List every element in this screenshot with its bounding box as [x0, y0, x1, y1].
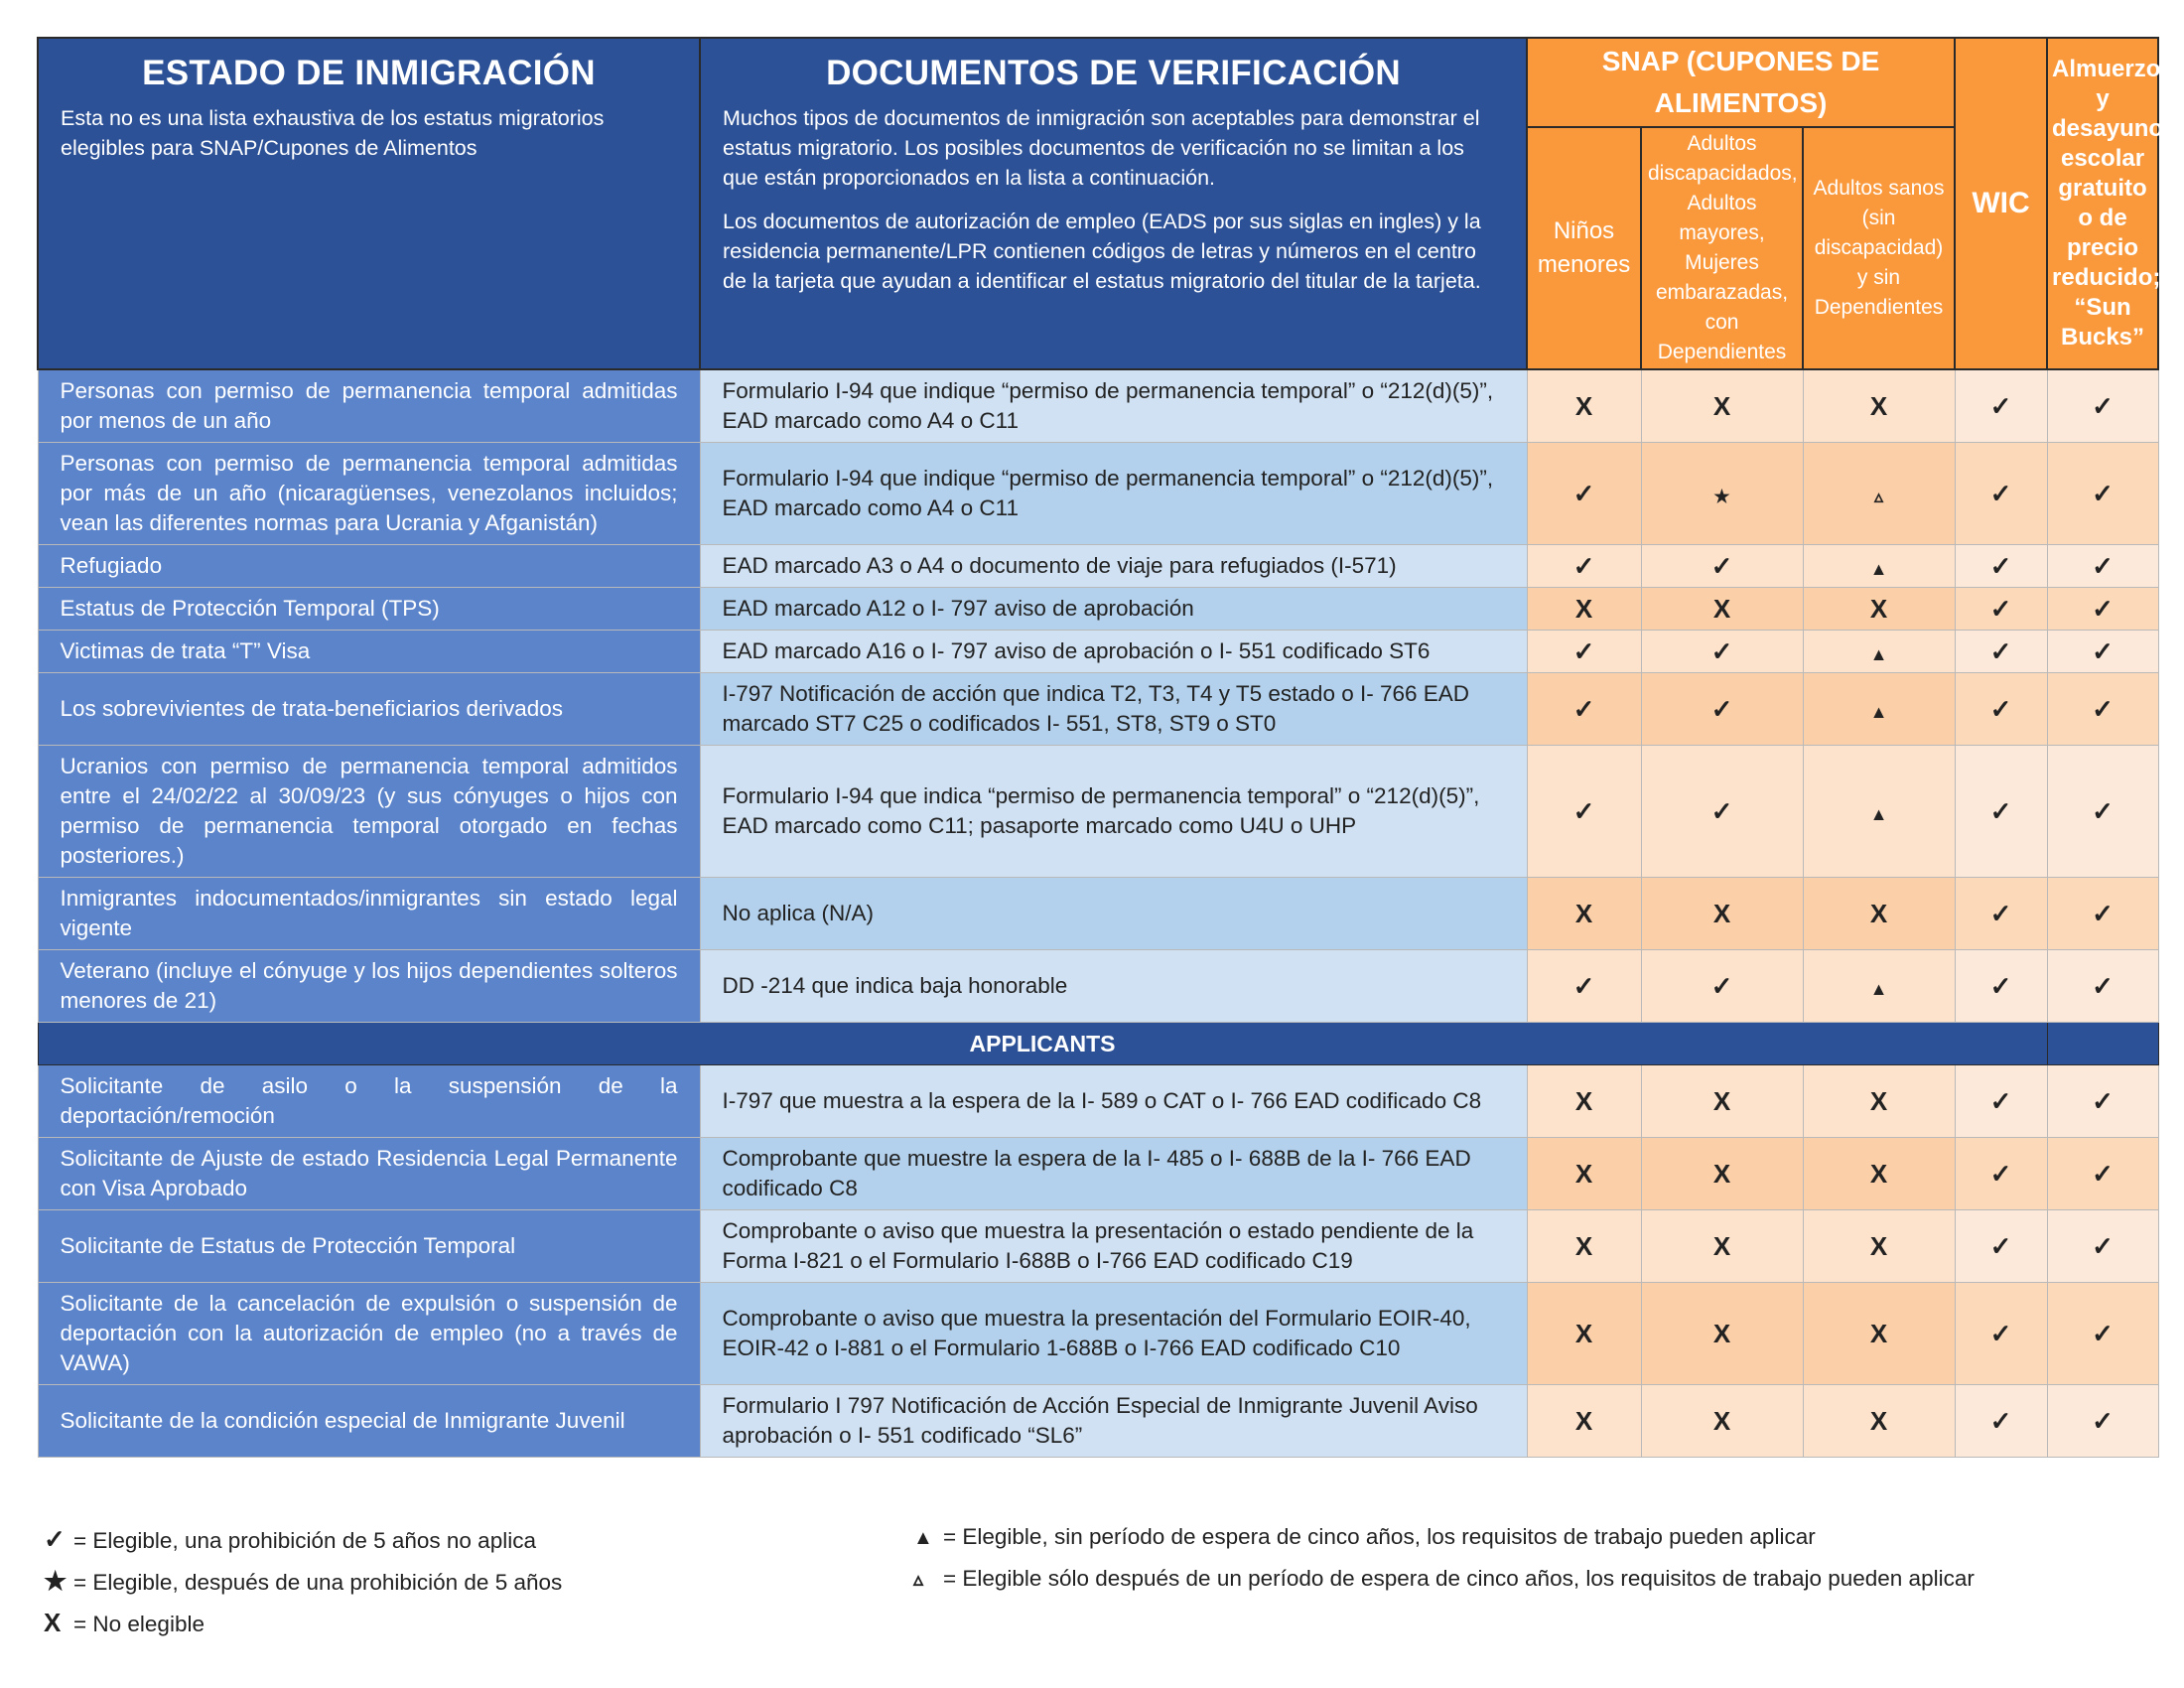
wic-cell — [1955, 443, 2047, 545]
school-lunch-cell — [2047, 746, 2158, 878]
check-icon: ✓ — [1710, 550, 1733, 581]
table-row — [38, 746, 2158, 878]
status-cell: Solicitante de la condición especial de Inmigrante Juvenil — [38, 1385, 700, 1458]
legend-item-eligible-after-wait: ▵ = Elegible sólo después de un período de espera de cinco años, los requisitos de trabajo pueden aplicar — [913, 1566, 1975, 1591]
wic-cell — [1955, 631, 2047, 673]
check-icon: ✓ — [1989, 693, 2012, 724]
table-row — [38, 545, 2158, 588]
wic-cell — [1955, 1385, 2047, 1458]
status-column-header — [38, 38, 700, 369]
check-icon: ✓ — [2092, 795, 2114, 826]
status-column-title: ESTADO DE INMIGRACIÓN — [142, 54, 596, 92]
x-icon: X — [1574, 1405, 1593, 1436]
x-icon: X — [1869, 593, 1888, 624]
x-icon: X — [1574, 898, 1593, 928]
check-icon: ✓ — [1989, 898, 2012, 928]
star-icon: ★ — [1713, 486, 1730, 506]
open-triangle-icon: ▵ — [913, 1569, 924, 1591]
star-icon: ★ — [44, 1566, 68, 1596]
snap-disabled-adults-cell — [1641, 631, 1803, 673]
school-lunch-cell — [2047, 1138, 2158, 1210]
snap-children-cell — [1527, 1138, 1641, 1210]
wic-cell — [1955, 1065, 2047, 1138]
snap-healthy-adults-cell — [1803, 1138, 1955, 1210]
x-icon: X — [1869, 1405, 1888, 1436]
status-cell: Personas con permiso de permanencia temporal admitidas por más de un año (nicaragüenses, venezolanos incluidos; vean las diferentes normas para Ucrania y Afganistán) — [38, 443, 700, 545]
check-icon: ✓ — [1572, 795, 1595, 826]
x-icon: X — [1574, 1230, 1593, 1261]
check-icon: ✓ — [1989, 550, 2012, 581]
document-cell: Comprobante o aviso que muestra la presentación o estado pendiente de la Forma I-821 o el Formulario I-688B o I-766 EAD codificado C19 — [700, 1210, 1527, 1283]
snap-healthy-adults-cell — [1803, 588, 1955, 631]
x-icon: X — [1712, 390, 1731, 421]
x-icon: X — [1712, 1318, 1731, 1348]
filled-triangle-icon: ▲ — [1869, 978, 1888, 999]
snap-healthy-adults-cell — [1803, 369, 1955, 443]
table-row — [38, 1385, 2158, 1458]
snap-disabled-adults-cell — [1641, 588, 1803, 631]
snap-children-cell — [1527, 1065, 1641, 1138]
check-icon: ✓ — [1989, 635, 2012, 666]
snap-healthy-adults-cell — [1803, 673, 1955, 746]
wic-cell — [1955, 878, 2047, 950]
snap-disabled-adults-cell — [1641, 1283, 1803, 1385]
x-icon: X — [1712, 1085, 1731, 1116]
wic-cell — [1955, 588, 2047, 631]
status-cell: Personas con permiso de permanencia temporal admitidas por menos de un año — [38, 369, 700, 443]
x-icon: X — [1712, 1405, 1731, 1436]
school-lunch-cell — [2047, 545, 2158, 588]
documents-column-header — [700, 38, 1527, 369]
x-icon: X — [44, 1608, 62, 1637]
snap-children-cell — [1527, 369, 1641, 443]
filled-triangle-icon: ▲ — [913, 1527, 933, 1549]
applicants-section-row — [38, 1023, 2158, 1065]
snap-healthy-adults-cell — [1803, 443, 1955, 545]
snap-healthy-adults-cell — [1803, 1065, 1955, 1138]
check-icon: ✓ — [2092, 593, 2114, 624]
snap-disabled-adults-cell — [1641, 950, 1803, 1023]
school-lunch-cell — [2047, 443, 2158, 545]
table-row — [38, 443, 2158, 545]
x-icon: X — [1574, 593, 1593, 624]
wic-cell — [1955, 369, 2047, 443]
snap-disabled-adults-cell — [1641, 673, 1803, 746]
check-icon: ✓ — [1989, 1405, 2012, 1436]
wic-cell — [1955, 1283, 2047, 1385]
school-lunch-cell — [2047, 1283, 2158, 1385]
check-icon: ✓ — [1572, 635, 1595, 666]
snap-healthy-adults-cell — [1803, 746, 1955, 878]
school-lunch-cell — [2047, 1210, 2158, 1283]
snap-healthy-adults-cell — [1803, 950, 1955, 1023]
snap-disabled-adults-cell — [1641, 746, 1803, 878]
snap-children-header: Niños menores — [1527, 127, 1641, 369]
check-icon: ✓ — [2092, 478, 2114, 508]
open-triangle-icon: ▵ — [1873, 486, 1884, 506]
document-cell: Formulario I-94 que indica “permiso de permanencia temporal” o “212(d)(5)”, EAD marcado como C11; pasaporte marcado como U4U o UHP — [700, 746, 1527, 878]
documents-description-1: Muchos tipos de documentos de inmigración son aceptables para demonstrar el estatus migratorio. Los posibles documentos de verificación no se limitan a los que están proporcionados en la lista a continuación. — [723, 106, 1480, 190]
snap-healthy-adults-cell — [1803, 878, 1955, 950]
check-icon: ✓ — [1710, 970, 1733, 1001]
table-row — [38, 950, 2158, 1023]
snap-children-cell — [1527, 545, 1641, 588]
snap-disabled-adults-cell — [1641, 1385, 1803, 1458]
snap-disabled-adults-cell — [1641, 545, 1803, 588]
wic-cell — [1955, 1138, 2047, 1210]
snap-disabled-adults-header: Adultos discapacidados, Adultos mayores, Mujeres embarazadas, con Dependientes — [1641, 127, 1803, 369]
x-icon: X — [1574, 1318, 1593, 1348]
snap-disabled-adults-cell — [1641, 369, 1803, 443]
snap-children-cell — [1527, 1385, 1641, 1458]
wic-cell — [1955, 746, 2047, 878]
check-icon: ✓ — [2092, 898, 2114, 928]
status-cell: Estatus de Protección Temporal (TPS) — [38, 588, 700, 631]
school-lunch-cell — [2047, 631, 2158, 673]
snap-disabled-adults-cell — [1641, 878, 1803, 950]
filled-triangle-icon: ▲ — [1869, 558, 1888, 579]
document-cell: Formulario I 797 Notificación de Acción Especial de Inmigrante Juvenil Aviso aprobación o I- 551 codificado “SL6” — [700, 1385, 1527, 1458]
x-icon: X — [1712, 593, 1731, 624]
snap-children-cell — [1527, 1210, 1641, 1283]
legend-item-eligible-no-wait: ▲ = Elegible, sin período de espera de cinco años, los requisitos de trabajo pueden aplicar — [913, 1524, 1816, 1549]
x-icon: X — [1869, 1230, 1888, 1261]
check-icon: ✓ — [2092, 1405, 2114, 1436]
school-lunch-column-header: Almuerzo y desayuno escolar gratuito o de precio reducido; “Sun Bucks” — [2047, 38, 2158, 369]
document-cell: I-797 Notificación de acción que indica T2, T3, T4 y T5 estado o I- 766 EAD marcado ST7 C25 o codificados I- 551, ST8, ST9 o ST0 — [700, 673, 1527, 746]
snap-column-group-header: SNAP (CUPONES DE ALIMENTOS) — [1527, 38, 1955, 127]
snap-children-cell — [1527, 1283, 1641, 1385]
legend-item-eligible: ✓ = Elegible, una prohibición de 5 años no aplica — [44, 1524, 536, 1554]
legend-item-eligible-after-bar: ★ = Elegible, después de una prohibición de 5 años — [44, 1566, 563, 1596]
table-row — [38, 1138, 2158, 1210]
x-icon: X — [1869, 1085, 1888, 1116]
document-cell: Comprobante que muestre la espera de la I- 485 o I- 688B de la I- 766 EAD codificado C8 — [700, 1138, 1527, 1210]
filled-triangle-icon: ▲ — [1869, 701, 1888, 722]
check-icon: ✓ — [1989, 1318, 2012, 1348]
status-cell: Los sobrevivientes de trata-beneficiarios derivados — [38, 673, 700, 746]
status-cell: Refugiado — [38, 545, 700, 588]
x-icon: X — [1869, 1158, 1888, 1189]
check-icon: ✓ — [1572, 478, 1595, 508]
document-cell: DD -214 que indica baja honorable — [700, 950, 1527, 1023]
document-cell: I-797 que muestra a la espera de la I- 589 o CAT o I- 766 EAD codificado C8 — [700, 1065, 1527, 1138]
document-cell: EAD marcado A3 o A4 o documento de viaje para refugiados (I-571) — [700, 545, 1527, 588]
check-icon: ✓ — [1572, 693, 1595, 724]
status-cell: Victimas de trata “T” Visa — [38, 631, 700, 673]
snap-healthy-adults-cell — [1803, 1283, 1955, 1385]
snap-healthy-adults-cell — [1803, 1210, 1955, 1283]
x-icon: X — [1869, 898, 1888, 928]
check-icon: ✓ — [1989, 970, 2012, 1001]
document-cell: No aplica (N/A) — [700, 878, 1527, 950]
check-icon: ✓ — [1710, 635, 1733, 666]
document-cell: Formulario I-94 que indique “permiso de permanencia temporal” o “212(d)(5)”, EAD marcado como A4 o C11 — [700, 369, 1527, 443]
table-row — [38, 673, 2158, 746]
status-cell: Veterano (incluye el cónyuge y los hijos dependientes solteros menores de 21) — [38, 950, 700, 1023]
wic-cell — [1955, 1210, 2047, 1283]
snap-healthy-adults-header: Adultos sanos (sin discapacidad) y sin Dependientes — [1803, 127, 1955, 369]
check-icon: ✓ — [2092, 1318, 2114, 1348]
snap-children-cell — [1527, 443, 1641, 545]
x-icon: X — [1869, 390, 1888, 421]
snap-disabled-adults-cell — [1641, 1138, 1803, 1210]
filled-triangle-icon: ▲ — [1869, 643, 1888, 664]
check-icon: ✓ — [1989, 1230, 2012, 1261]
filled-triangle-icon: ▲ — [1869, 803, 1888, 824]
check-icon: ✓ — [1710, 795, 1733, 826]
check-icon: ✓ — [2092, 1085, 2114, 1116]
table-row — [38, 878, 2158, 950]
eligibility-table-sheet — [37, 37, 2164, 1458]
snap-children-cell — [1527, 673, 1641, 746]
school-lunch-cell — [2047, 950, 2158, 1023]
school-lunch-cell — [2047, 1385, 2158, 1458]
status-cell: Solicitante de asilo o la suspensión de la deportación/remoción — [38, 1065, 700, 1138]
check-icon: ✓ — [1989, 1158, 2012, 1189]
x-icon: X — [1574, 390, 1593, 421]
check-icon: ✓ — [2092, 1158, 2114, 1189]
document-cell: Comprobante o aviso que muestra la presentación del Formulario EOIR-40, EOIR-42 o I-881 o el Formulario 1-688B o I-766 EAD codificado C10 — [700, 1283, 1527, 1385]
check-icon: ✓ — [2092, 693, 2114, 724]
snap-children-cell — [1527, 631, 1641, 673]
applicants-section-label: APPLICANTS — [38, 1023, 2047, 1065]
table-row — [38, 1065, 2158, 1138]
check-icon: ✓ — [1989, 795, 2012, 826]
check-icon: ✓ — [2092, 1230, 2114, 1261]
status-cell: Inmigrantes indocumentados/inmigrantes sin estado legal vigente — [38, 878, 700, 950]
table-row — [38, 1283, 2158, 1385]
school-lunch-cell — [2047, 673, 2158, 746]
snap-children-cell — [1527, 588, 1641, 631]
check-icon: ✓ — [1989, 1085, 2012, 1116]
check-icon: ✓ — [44, 1524, 66, 1554]
check-icon: ✓ — [1989, 593, 2012, 624]
document-cell: EAD marcado A16 o I- 797 aviso de aprobación o I- 551 codificado ST6 — [700, 631, 1527, 673]
snap-children-cell — [1527, 950, 1641, 1023]
x-icon: X — [1574, 1158, 1593, 1189]
school-lunch-cell — [2047, 369, 2158, 443]
table-row — [38, 369, 2158, 443]
check-icon: ✓ — [1989, 478, 2012, 508]
document-cell: Formulario I-94 que indique “permiso de permanencia temporal” o “212(d)(5)”, EAD marcado como A4 o C11 — [700, 443, 1527, 545]
snap-disabled-adults-cell — [1641, 1065, 1803, 1138]
snap-children-cell — [1527, 746, 1641, 878]
school-lunch-cell — [2047, 878, 2158, 950]
snap-disabled-adults-cell — [1641, 1210, 1803, 1283]
check-icon: ✓ — [2092, 635, 2114, 666]
legend-item-not-eligible: X = No elegible — [44, 1608, 205, 1637]
check-icon: ✓ — [2092, 550, 2114, 581]
wic-cell — [1955, 950, 2047, 1023]
documents-description-2: Los documentos de autorización de empleo (EADS por sus siglas en ingles) y la residencia permanente/LPR contienen códigos de letras y números en el centro de la tarjeta que ayudan a identificar el estatus migratorio del titular de la tarjeta. — [723, 210, 1481, 293]
check-icon: ✓ — [1572, 550, 1595, 581]
wic-column-header: WIC — [1955, 38, 2047, 369]
school-lunch-cell — [2047, 588, 2158, 631]
check-icon: ✓ — [2092, 390, 2114, 421]
x-icon: X — [1712, 1230, 1731, 1261]
documents-column-title: DOCUMENTOS DE VERIFICACIÓN — [826, 54, 1401, 92]
snap-healthy-adults-cell — [1803, 545, 1955, 588]
wic-cell — [1955, 545, 2047, 588]
status-cell: Solicitante de la cancelación de expulsión o suspensión de deportación con la autorización de empleo (no a través de VAWA) — [38, 1283, 700, 1385]
status-column-description: Esta no es una lista exhaustiva de los estatus migratorios elegibles para SNAP/Cupones de Alimentos — [61, 106, 605, 160]
status-cell: Solicitante de Ajuste de estado Residencia Legal Permanente con Visa Aprobado — [38, 1138, 700, 1210]
snap-disabled-adults-cell — [1641, 443, 1803, 545]
x-icon: X — [1712, 898, 1731, 928]
status-cell: Ucranios con permiso de permanencia temporal admitidos entre el 24/02/22 al 30/09/23 (y sus cónyuges o hijos con permiso de permanencia temporal otorgado en fechas posteriores.) — [38, 746, 700, 878]
document-cell: EAD marcado A12 o I- 797 aviso de aprobación — [700, 588, 1527, 631]
check-icon: ✓ — [1572, 970, 1595, 1001]
check-icon: ✓ — [2092, 970, 2114, 1001]
check-icon: ✓ — [1710, 693, 1733, 724]
table-row — [38, 631, 2158, 673]
status-cell: Solicitante de Estatus de Protección Temporal — [38, 1210, 700, 1283]
snap-children-cell — [1527, 878, 1641, 950]
check-icon: ✓ — [1989, 390, 2012, 421]
eligibility-table — [37, 37, 2164, 1458]
x-icon: X — [1712, 1158, 1731, 1189]
x-icon: X — [1869, 1318, 1888, 1348]
snap-healthy-adults-cell — [1803, 1385, 1955, 1458]
table-row — [38, 588, 2158, 631]
table-row — [38, 1210, 2158, 1283]
school-lunch-cell — [2047, 1065, 2158, 1138]
snap-healthy-adults-cell — [1803, 631, 1955, 673]
wic-cell — [1955, 673, 2047, 746]
x-icon: X — [1574, 1085, 1593, 1116]
